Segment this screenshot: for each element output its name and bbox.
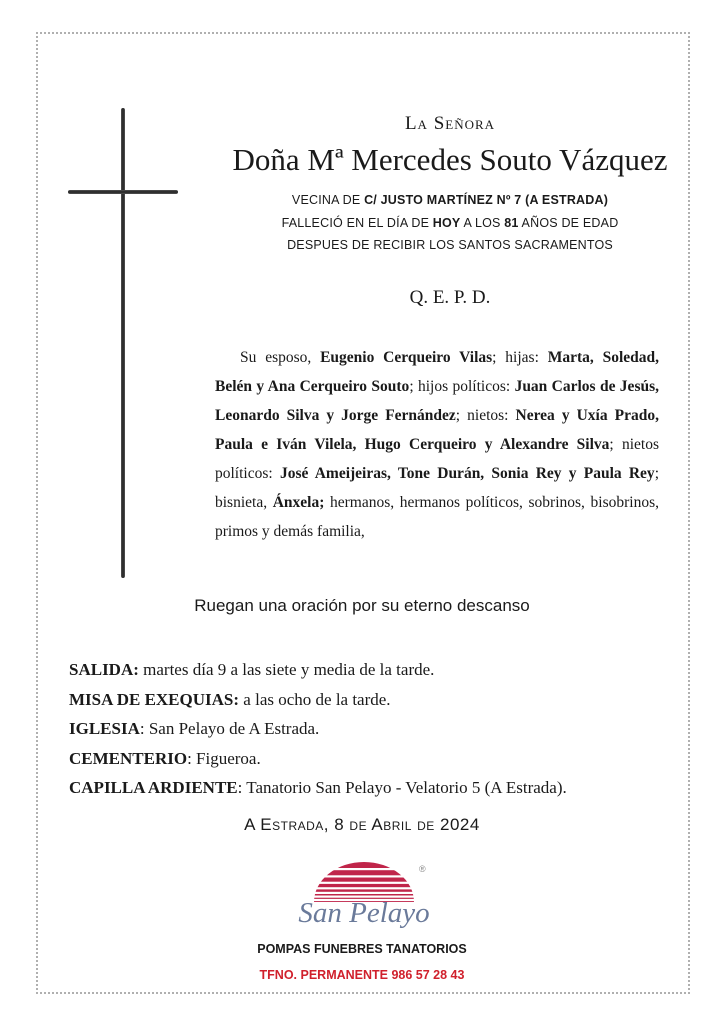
residence-prefix: VECINA DE xyxy=(291,193,365,207)
place-date: A Estrada, 8 de Abril de 2024 xyxy=(244,815,480,834)
cross-icon-vertical-bar xyxy=(121,108,125,578)
detail-row xyxy=(69,714,689,744)
san-pelayo-logo xyxy=(296,858,432,934)
death-text-c: AÑOS DE EDAD xyxy=(518,216,619,230)
deceased-title: La Señora xyxy=(404,113,496,134)
detail-text: martes día 9 a las siete y media de la tarde. xyxy=(138,660,435,679)
family-relation-text: ; hijos políticos: xyxy=(409,378,515,395)
detail-text: : Figueroa. xyxy=(187,748,261,768)
death-age: 81 xyxy=(504,216,519,230)
family-relation-text: Su esposo, xyxy=(240,349,321,366)
family-paragraph xyxy=(215,343,659,546)
detail-label: CAPILLA ARDIENTE xyxy=(69,778,238,798)
detail-text: : Tanatorio San Pelayo - Velatorio 5 (A Estrada). xyxy=(237,778,567,798)
prayer-request: Ruegan una oración por su eterno descanso xyxy=(194,596,530,615)
detail-text: a las ocho de la tarde. xyxy=(239,689,391,709)
residence-address: C/ JUSTO MARTÍNEZ Nº 7 (A ESTRADA) xyxy=(364,193,609,207)
cross-icon-horizontal-bar xyxy=(68,190,178,194)
logo-text: San Pelayo xyxy=(298,897,430,929)
registered-mark: ® xyxy=(419,864,426,874)
death-line xyxy=(200,216,700,230)
death-day: HOY xyxy=(432,216,461,230)
family-names: José Ameijeiras, Tone Durán, Sonia Rey y Paula Rey xyxy=(279,465,655,482)
deceased-name: Doña Mª Mercedes Souto Vázquez xyxy=(232,142,668,177)
detail-label: SALIDA: xyxy=(69,660,139,679)
family-relation-text: ; nietos: xyxy=(455,407,516,424)
phone-number: TFNO. PERMANENTE 986 57 28 43 xyxy=(259,968,465,982)
qepd-text: Q. E. P. D. xyxy=(409,287,491,308)
detail-row xyxy=(69,744,689,774)
detail-row xyxy=(69,685,689,715)
family-relation-text: ; nietos políticos: xyxy=(215,436,659,482)
detail-label: CEMENTERIO xyxy=(69,748,188,768)
logo-stripe xyxy=(296,878,432,882)
family-names: Eugenio Cerqueiro Vilas xyxy=(320,349,493,366)
death-text-b: A LOS xyxy=(460,216,505,230)
family-names: Nerea y Uxía Prado, Paula e Iván Vilela, Hugo Cerqueiro y Alexandre Silva xyxy=(215,407,659,453)
detail-text: : San Pelayo de A Estrada. xyxy=(139,719,320,739)
detail-label: MISA DE EXEQUIAS: xyxy=(69,689,240,709)
family-relation-text: ; hijas: xyxy=(492,349,548,366)
logo-stripe xyxy=(296,889,432,891)
family-names: Ánxela; xyxy=(272,494,325,511)
detail-label: IGLESIA xyxy=(69,719,140,739)
logo-stripe xyxy=(296,884,432,887)
death-text-a: FALLECIÓ EN EL DÍA DE xyxy=(281,216,433,230)
detail-row xyxy=(69,773,689,803)
logo-stripe xyxy=(296,862,432,868)
funeral-home-name: POMPAS FUNEBRES TANATORIOS xyxy=(257,942,467,956)
sunset-logo-icon xyxy=(296,858,432,934)
family-relation-text: hermanos, hermanos políticos, sobrinos, bisobrinos, primos y demás familia, xyxy=(215,494,659,540)
logo-stripe xyxy=(296,894,432,896)
detail-row xyxy=(69,655,689,685)
ceremony-details xyxy=(69,655,689,803)
sacraments-line: DESPUES DE RECIBIR LOS SANTOS SACRAMENTOS xyxy=(287,238,613,252)
family-relation-text: ; bisnieta, xyxy=(215,465,659,511)
logo-stripe xyxy=(296,870,432,875)
family-names: Marta, Soledad, Belén y Ana Cerqueiro Souto xyxy=(215,349,659,395)
family-names: Juan Carlos de Jesús, Leonardo Silva y Jorge Fernández xyxy=(215,378,660,424)
residence-line xyxy=(200,193,700,207)
